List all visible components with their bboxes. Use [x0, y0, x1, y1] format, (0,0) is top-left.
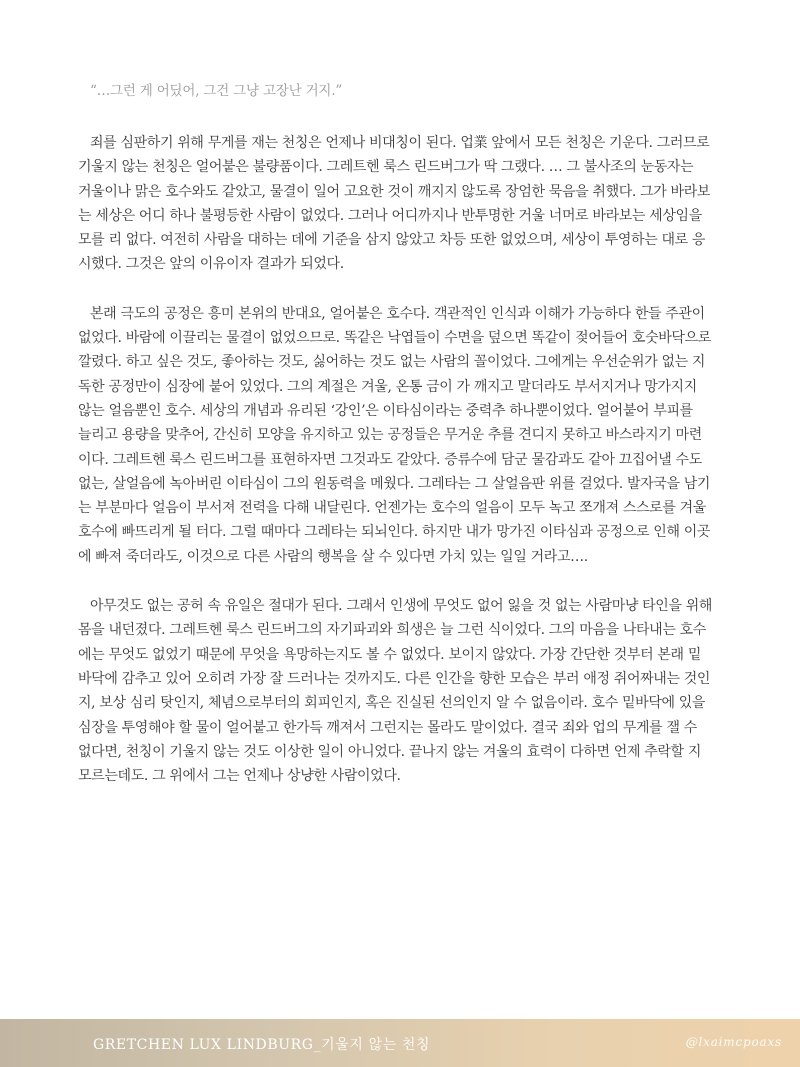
paragraph-line: 본래 극도의 공정은 흥미 본위의 반대요, 얼어붙은 호수다. 객관적인 인식과 이해가 가능하다 한들 주관이 — [90, 305, 705, 322]
paragraph-line: 않는 얼음뿐인 호수. 세상의 개념과 유리된 ‘강인’은 이타심이라는 중력추 하나뿐이었다. 얼어붙어 부피를 — [78, 402, 693, 419]
footer-handle: @lxaimcpoaxs — [685, 1035, 782, 1049]
paragraph-line: 늘리고 용량을 맞추어, 간신히 모양을 유지하고 있는 공정들은 무거운 추를 견디지 못하고 바스라지기 마련 — [78, 427, 702, 444]
paragraph-line: 독한 공정만이 심장에 붙어 있었다. 그의 계절은 겨울, 온통 금이 가 깨지고 말더라도 부서지거나 망가지지 — [78, 378, 697, 395]
paragraph-line: 몸을 내던졌다. 그레트헨 룩스 린드버그의 자기파괴와 희생은 늘 그런 식이었다. 그의 마음을 나타내는 호수 — [78, 622, 706, 639]
paragraph-line: 없다면, 천칭이 기울지 않는 것도 이상한 일이 아니었다. 끝나지 않는 겨울의 효력이 다하면 언제 추락할 지 — [78, 743, 702, 760]
paragraph-line: 이다. 그레트헨 룩스 린드버그를 표현하자면 그것과도 같았다. 증류수에 담군 물감과도 같아 끄집어낼 수도 — [78, 451, 702, 468]
paragraph-line: 죄를 심판하기 위해 무게를 재는 천칭은 언제나 비대칭이 된다. 업業 앞에서 모든 천칭은 기운다. 그러므로 — [90, 135, 710, 151]
paragraph-line: 바닥에 감추고 있어 오히려 가장 잘 드러나는 것까지도. 다른 인간을 향한 모습은 부러 애정 쥐어짜내는 것인 — [78, 670, 711, 687]
epigraph-quote: “…그런 게 어딨어, 그건 그냥 고장난 거지.” — [90, 83, 343, 99]
paragraph-line: 에 빠져 죽더라도, 이것으로 다른 사람의 행복을 살 수 있다면 가치 있는 일일 거라고…. — [78, 548, 588, 565]
paragraph-line: 아무것도 없는 공허 속 유일은 절대가 된다. 그래서 인생에 무엇도 없어 잃을 것 없는 사람마냥 타인을 위해 — [89, 598, 712, 615]
paragraph — [78, 302, 724, 569]
paragraph-line: 없는, 살얼음에 녹아버린 이타심이 그의 원동력을 메웠다. 그레타는 그 살얼음판 위를 걸었다. 발자국을 남기 — [78, 475, 711, 492]
footer-title: GRETCHEN LUX LINDBURG_기울지 않는 천칭 — [93, 1037, 431, 1053]
paragraph-line: 에는 무엇도 없었기 때문에 무엇을 욕망하는지도 볼 수 없었다. 보이지 않았다. 가장 간단한 것부터 본래 밑 — [78, 646, 702, 663]
paragraph-line: 모를 리 없다. 여전히 사람을 대하는 데에 기준을 삼지 않았고 차등 또한 없었으며, 세상이 투영하는 대로 응 — [78, 232, 706, 249]
paragraph-line: 없었다. 바람에 이끌리는 물결이 없었으므로. 똑같은 낙엽들이 수면을 덮으면 똑같이 젖어들어 호숫바닥으로 — [78, 330, 711, 347]
paragraph — [78, 131, 724, 277]
footer-bar — [0, 1019, 800, 1067]
paragraph-line: 는 세상은 어디 하나 불평등한 사람이 없었다. 그러나 어디까지나 반투명한 거울 너머로 바라보는 세상임을 — [78, 207, 702, 224]
paragraph-line: 심장을 투영해야 할 물이 얼어붙고 한가득 깨져서 그런지는 몰라도 말이었다. 결국 죄와 업의 무게를 잴 수 — [78, 719, 697, 736]
paragraph — [78, 594, 724, 788]
paragraph-line: 거울이나 맑은 호수와도 같았고, 물결이 일어 고요한 것이 깨지지 않도록 장엄한 묵음을 취했다. 그가 바라보 — [78, 183, 711, 200]
paragraph-line: 모르는데도. 그 위에서 그는 언제나 상냥한 사람이었다. — [78, 768, 401, 785]
body-text — [78, 131, 724, 813]
paragraph-line: 호수에 빠뜨리게 될 터다. 그럴 때마다 그레타는 되뇌인다. 하지만 내가 망가진 이타심과 공정으로 인해 이곳 — [78, 524, 711, 541]
paragraph-line: 깔렸다. 하고 싶은 것도, 좋아하는 것도, 싫어하는 것도 없는 사람의 꼴이었다. 그에게는 우선순위가 없는 지 — [78, 354, 706, 371]
paragraph-line: 기울지 않는 천칭은 얼어붙은 불량품이다. 그레트헨 룩스 린드버그가 딱 그랬다. … 그 불사조의 눈동자는 — [78, 159, 694, 176]
paragraph-line: 시했다. 그것은 앞의 이유이자 결과가 되었다. — [78, 256, 344, 273]
paragraph-line: 지, 보상 심리 탓인지, 체념으로부터의 회피인지, 혹은 진실된 선의인지 알 수 없음이라. 호수 밑바닥에 있을 — [78, 695, 706, 712]
paragraph-line: 는 부분마다 얼음이 부서져 전력을 다해 내달린다. 언젠가는 호수의 얼음이 모두 녹고 쪼개져 스스로를 겨울 — [78, 500, 706, 517]
